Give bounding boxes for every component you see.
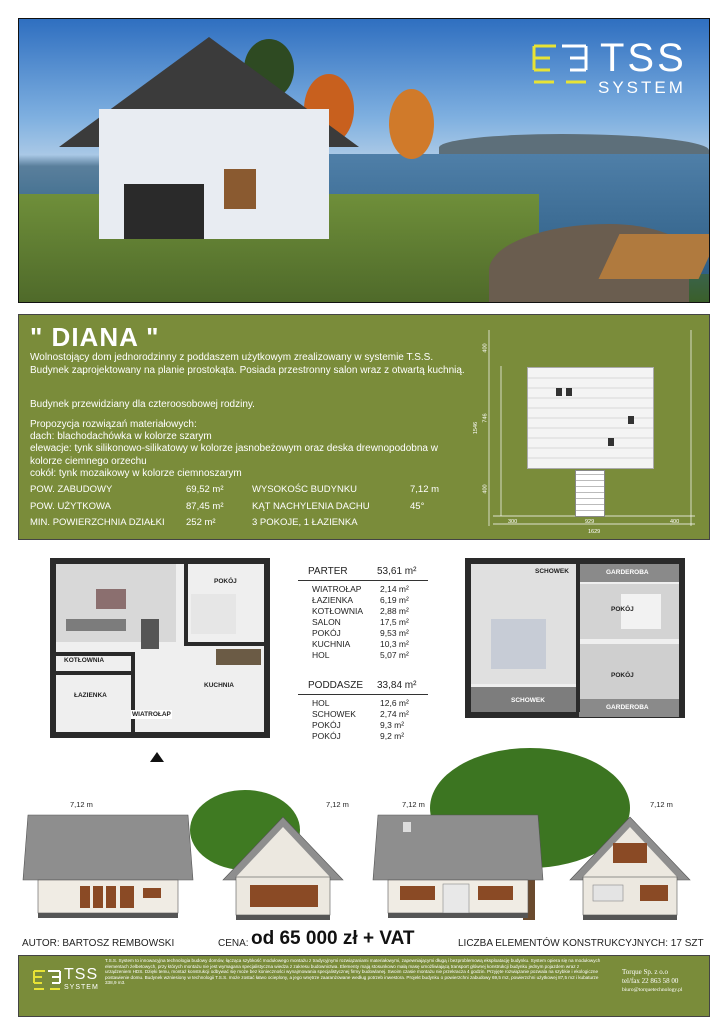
elevation-height: 7,12 m [326,800,349,809]
dim-total-h: 1629 [588,529,601,535]
area-name: KOTŁOWNIA [312,606,364,616]
area-name: SALON [312,617,341,627]
stat-rooms: 3 POKOJE, 1 ŁAZIENKA [252,517,358,528]
stat-label: MIN. POWIERZCHNIA DZIAŁKI [30,517,165,528]
wall [131,652,135,736]
area-name: KUCHNIA [312,639,351,649]
ground-floor-title: PARTER [308,566,348,577]
sofa [66,619,126,631]
author: AUTOR: BARTOSZ REMBOWSKI [22,938,175,949]
price-value: od 65 000 zł + VAT [251,928,415,949]
tss-logo-icon [530,36,590,96]
divider [298,694,428,695]
attic-title: PODDASZE [308,680,364,691]
company-phone: tel/fax 22 863 58 00 [622,977,679,985]
ground-floor-total: 53,61 m² [377,566,417,577]
area-row [312,650,422,661]
area-name: POKÓJ [312,720,341,730]
area-row [312,720,422,731]
price-label: CENA: [218,938,249,949]
logo-subtext: SYSTEM [598,78,686,97]
sofa [96,589,126,609]
entrance-arrow-icon [150,752,164,762]
area-row [312,606,422,617]
company-name: Torque Sp. z o.o [622,968,668,976]
dim-bottom: 400 [482,484,489,494]
area-value: 5,07 m² [380,650,409,660]
roof-plan-drawing [528,368,653,468]
stat-label: POW. ZABUDOWY [30,484,113,495]
wall [184,564,188,642]
area-row [312,617,422,628]
divider [298,580,428,581]
attic-areas [312,698,422,742]
area-name: SCHOWEK [312,709,356,719]
front-elevation [18,800,198,925]
hero-pier [599,234,710,279]
dim-center: 929 [585,519,595,525]
room-label-pokoj: POKÓJ [214,578,237,585]
logo-text: TSS [600,36,687,80]
footer-logo-icon [32,966,62,996]
description-2: Budynek przewidziany dla czteroosobowej rodziny. [30,399,255,410]
side-elevation [565,805,695,925]
room-label-pokoj: POKÓJ [611,672,634,679]
dining-table [141,619,159,649]
footer-text: T.S.S. System to innowacyjna technologia budowy domów, łącząca szybkość modułowego montażu z tradycyjnymi rozwiązaniami materiałowymi, zapewniającymi długą i bezproblemową eksploatację budynku. System opiera się na modułowych elementach żelbetowych, przy których montażu nie jest wymagana specjalistyczna wiedza z zakresu budownictwa. Elementy mają stosunkowo małą masę umożliwiającą transport głównej konstrukcji budynku jednym pojazdem wraz z urządzeniem HDS. Dzięki temu, montaż konstrukcji odbywać się może bez konieczności wynajmowania specjalistycznej firmy budowlanej. Swoim czasie montażu nie przekracza 4 godzin. Przyjęte rozwiązanie pozwala na szybkie i ekologiczne postawienie domu. Budynek wzniesiony w technologii T.S.S. może zostać łatwo ocieplony, a jego wnętrze zaaranżowane według potrzeb inwestora. Projekt budynku o powierzchni zabudowy 69,5 m2, powierzchni użytkowej 87,5 m2 i kubaturze 338,9 m3. [105,958,601,986]
area-name: HOL [312,698,330,708]
footer-logo-subtext: SYSTEM [64,984,99,991]
stat-label: WYSOKOŚC BUDYNKU [252,484,358,495]
dim-mid: 746 [482,413,489,423]
footer-contact [622,968,682,995]
dim-top: 400 [482,343,489,353]
area-name: WIATROŁAP [312,584,362,594]
area-value: 6,19 m² [380,595,409,605]
materials-title: Propozycja rozwiązań materiałowych: [30,419,197,430]
room-label-schowek: SCHOWEK [511,697,545,704]
side-elevation [218,805,348,925]
company-email[interactable]: biuro@torquetechnology.pl [622,987,683,993]
project-title: " DIANA " [30,322,160,352]
ground-floor-areas [312,584,422,661]
hero-house-cladding [224,169,256,209]
area-value: 2,74 m² [380,709,409,719]
stat-value: 45° [410,501,425,512]
area-value: 9,3 m² [380,720,405,730]
area-value: 9,53 m² [380,628,409,638]
area-value: 9,2 m² [380,731,405,741]
area-name: ŁAZIENKA [312,595,354,605]
area-row [312,698,422,709]
area-name: POKÓJ [312,731,341,741]
room-label-kotlownia: KOTŁOWNIA [64,657,105,664]
entrance-path [575,470,605,517]
area-name: HOL [312,650,330,660]
tss-logo [530,36,690,100]
room-label-schowek: SCHOWEK [535,568,569,575]
elevation-height: 7,12 m [650,800,673,809]
area-row [312,709,422,720]
rug [491,619,546,669]
stat-label: KĄT NACHYLENIA DACHU [252,501,370,512]
materials-roof: dach: blachodachówka w kolorze szarym [30,431,212,442]
dim-total-v: 1546 [473,421,480,435]
area-row [312,628,422,639]
attic-total: 33,84 m² [377,680,417,691]
room-label-garderoba: GARDEROBA [606,569,649,576]
area-value: 2,14 m² [380,584,409,594]
room-label-lazienka: ŁAZIENKA [74,692,107,699]
wall [56,671,131,675]
stat-value: 69,52 m² [186,484,224,495]
wall [56,652,131,656]
room-label-pokoj: POKÓJ [611,606,634,613]
materials-plinth: cokół: tynk mozaikowy w kolorze ciemnoszarym [30,468,242,479]
area-value: 10,3 m² [380,639,409,649]
area-row [312,584,422,595]
room-label-kuchnia: KUCHNIA [204,682,234,689]
area-value: 12,6 m² [380,698,409,708]
kitchen-counter [216,649,261,665]
room-label-garderoba: GARDEROBA [606,704,649,711]
materials-facade: elewacje: tynk silikonowo-silikatowy w kolorze jasnobeżowym oraz deska drewnopodobna w kolorze ciemnego orzechu [30,443,438,467]
description-1: Wolnostojący dom jednorodzinny z poddaszem użytkowym zrealizowany w systemie T.S.S. Budynek zaprojektowany na planie prostokąta. Posiada przestronny salon wraz z otwartą kuchnią. [30,352,465,376]
area-row [312,731,422,742]
hero-tree-autumn [389,89,434,159]
stat-value: 7,12 m [410,484,440,495]
attic-floor-plan [465,558,685,718]
stat-label: POW. UŻYTKOWA [30,501,111,512]
rear-elevation [368,800,548,925]
construction-elements: LICZBA ELEMENTÓW KONSTRUKCYJNYCH: 17 SZT [458,938,704,949]
footer-logo-text: TSS [64,966,99,983]
stat-value: 87,45 m² [186,501,224,512]
elevation-height: 7,12 m [70,800,93,809]
area-row [312,595,422,606]
room-label-wiatrolap: WIATROŁAP [132,711,171,718]
area-name: POKÓJ [312,628,341,638]
bed [191,594,236,634]
area-value: 17,5 m² [380,617,409,627]
roof-plan [527,367,654,469]
dim-left: 300 [508,519,518,525]
dim-right: 400 [670,519,680,525]
hero-house-window [124,184,204,239]
area-row [312,639,422,650]
wall [184,642,264,646]
wall [576,564,580,712]
elevation-height: 7,12 m [402,800,425,809]
stat-value: 252 m² [186,517,216,528]
area-value: 2,88 m² [380,606,409,616]
ground-floor-plan [50,558,270,738]
